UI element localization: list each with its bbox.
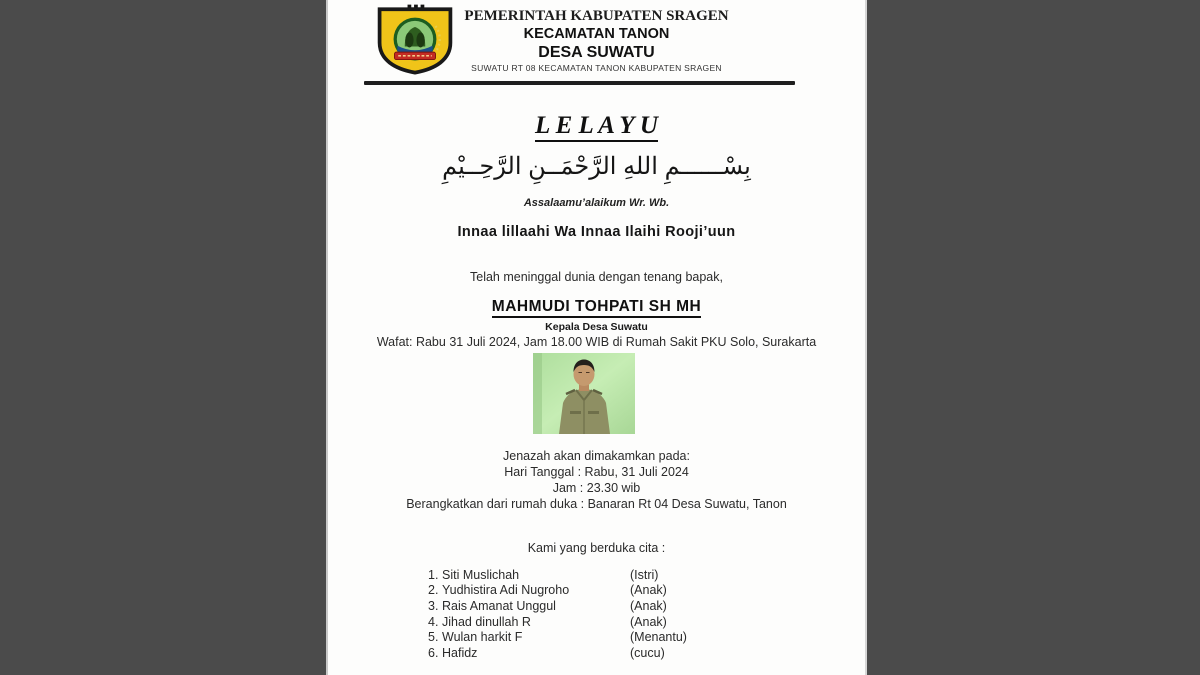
mourner-number: 3. (428, 598, 439, 613)
mourner-relation: (Anak) (630, 598, 667, 613)
mourner-number: 1. (428, 567, 439, 582)
mourner-relation: (Anak) (630, 583, 667, 598)
announcement-intro: Telah meninggal dunia dengan tenang bapak, (470, 269, 723, 284)
sragen-coat-of-arms-logo (374, 2, 456, 78)
islamic-greeting: Assalaamu’alaikum Wr. Wb. (523, 196, 670, 209)
mourner-row (428, 599, 788, 615)
mourners-heading: Kami yang berduka cita : (527, 540, 666, 555)
mourner-number: 5. (428, 630, 439, 645)
mourner-name: Yudhistira Adi Nugroho (442, 583, 570, 598)
istirja-phrase: Innaa lillaahi Wa Innaa Ilaihi Rooji’uun (457, 223, 736, 240)
government-name: PEMERINTAH KABUPATEN SRAGEN (464, 8, 729, 24)
death-info-line: Wafat: Rabu 31 Juli 2024, Jam 18.00 WIB di Rumah Sakit PKU Solo, Surakarta (376, 334, 817, 349)
mourner-row (428, 646, 788, 662)
funeral-announcement-document (326, 0, 867, 675)
mourner-relation: (Anak) (630, 614, 667, 629)
letterhead (328, 0, 865, 74)
mourner-name: Siti Muslichah (442, 567, 520, 582)
district-name: KECAMATAN TANON (523, 26, 670, 42)
mourner-row (428, 583, 788, 599)
mourner-row (428, 568, 788, 584)
document-title-text: L E L A Y U (535, 112, 658, 142)
mourner-name: Wulan harkit F (442, 630, 523, 645)
deceased-name (328, 298, 865, 316)
letterhead-address: SUWATU RT 08 KECAMATAN TANON KABUPATEN SRAGEN (471, 63, 722, 73)
village-name: DESA SUWATU (538, 44, 655, 61)
mourner-name: Jihad dinullah R (442, 614, 531, 629)
mourner-relation: (Menantu) (630, 630, 687, 645)
mourner-name: Rais Amanat Unggul (442, 598, 556, 613)
mourner-row (428, 630, 788, 646)
burial-departure-line: Berangkatkan dari rumah duka : Banaran Rt 04 Desa Suwatu, Tanon (406, 496, 787, 511)
burial-date-line: Hari Tanggal : Rabu, 31 Juli 2024 (504, 464, 689, 479)
deceased-title: Kepala Desa Suwatu (545, 320, 648, 333)
mourner-relation: (Istri) (630, 567, 659, 582)
deceased-portrait-photo (533, 353, 635, 434)
mourner-number: 2. (428, 583, 439, 598)
mourner-number: 4. (428, 614, 439, 629)
mourner-relation: (cucu) (630, 646, 665, 661)
document-title (328, 112, 865, 140)
mourner-number: 6. (428, 646, 439, 661)
burial-time-line: Jam : 23.30 wib (552, 480, 641, 495)
mourner-row (428, 615, 788, 631)
mourner-name: Hafidz (442, 646, 478, 661)
burial-heading: Jenazah akan dimakamkan pada: (503, 448, 690, 463)
burial-details (328, 448, 865, 512)
deceased-name-text: MAHMUDI TOHPATI SH MH (492, 298, 701, 318)
letterhead-divider (364, 81, 795, 85)
bismillah-calligraphy: بِسْــــــمِ اللهِ الرَّحْمَــنِ الرَّحِــيْمِ (442, 152, 751, 180)
mourners-list (428, 568, 788, 662)
